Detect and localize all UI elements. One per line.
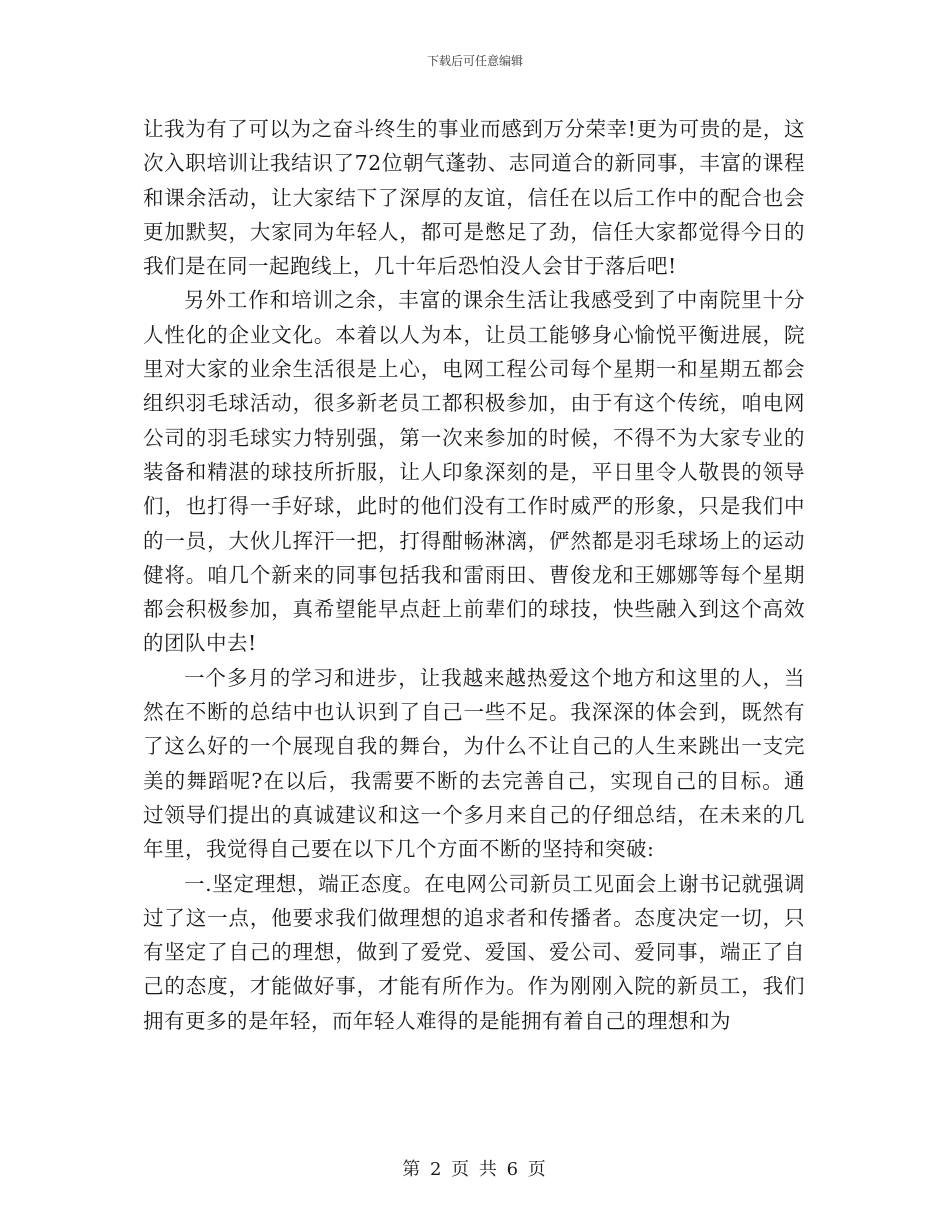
paragraph-reflection: 一个多月的学习和进步，让我越来越热爱这个地方和这里的人，当然在不断的总结中也认识到了自己一些不足。我深深的体会到，既然有了这么好的一个展现自我的舞台，为什么不让自己的人生来跳出一支完美的舞蹈呢?在以后，我需要不断的去完善自己，实现自己的目标。通过领导们提出的真诚建议和这一个多月来自己的仔细总结，在未来的几年里，我觉得自己要在以下几个方面不断的坚持和突破: bbox=[143, 665, 805, 862]
paragraph-extracurricular: 另外工作和培训之余，丰富的课余生活让我感受到了中南院里十分人性化的企业文化。本着以人为本，让员工能够身心愉悦平衡进展，院里对大家的业余生活很是上心，电网工程公司每个星期一和星期五都会组织羽毛球活动，很多新老员工都积极参加，由于有这个传统，咱电网公司的羽毛球实力特别强，第一次来参加的时候，不得不为大家专业的装备和精湛的球技所折服，让人印象深刻的是，平日里令人敬畏的领导们，也打得一手好球，此时的他们没有工作时威严的形象，只是我们中的一员，大伙儿挥汗一把，打得酣畅淋漓，俨然都是羽毛球场上的运动健将。咱几个新来的同事包括我和雷雨田、曹俊龙和王娜娜等每个星期都会积极参加，真希望能早点赶上前辈们的球技，快些融入到这个高效的团队中去! bbox=[143, 288, 805, 656]
paragraph-point-one: 一.坚定理想，端正态度。在电网公司新员工见面会上谢书记就强调过了这一点，他要求我们做理想的追求者和传播者。态度决定一切，只有坚定了自己的理想，做到了爱党、爱国、爱公司、爱同事，端正了自己的态度，才能做好事，才能有所作为。作为刚刚入院的新员工，我们拥有更多的是年轻，而年轻人难得的是能拥有着自己的理想和为 bbox=[143, 871, 805, 1033]
document-body bbox=[143, 112, 805, 1038]
page-header-note: 下载后可任意编辑 bbox=[426, 54, 523, 68]
page-number-footer: 第 2 页 共 6 页 bbox=[402, 1159, 548, 1180]
paragraph-continued: 让我为有了可以为之奋斗终生的事业而感到万分荣幸!更为可贵的是，这次入职培训让我结识了72位朝气蓬勃、志同道合的新同事，丰富的课程和课余活动，让大家结下了深厚的友谊，信任在以后工作中的配合也会更加默契，大家同为年轻人，都可是憋足了劲，信任大家都觉得今日的我们是在同一起跑线上，几十年后恐怕没人会甘于落后吧! bbox=[143, 117, 805, 279]
